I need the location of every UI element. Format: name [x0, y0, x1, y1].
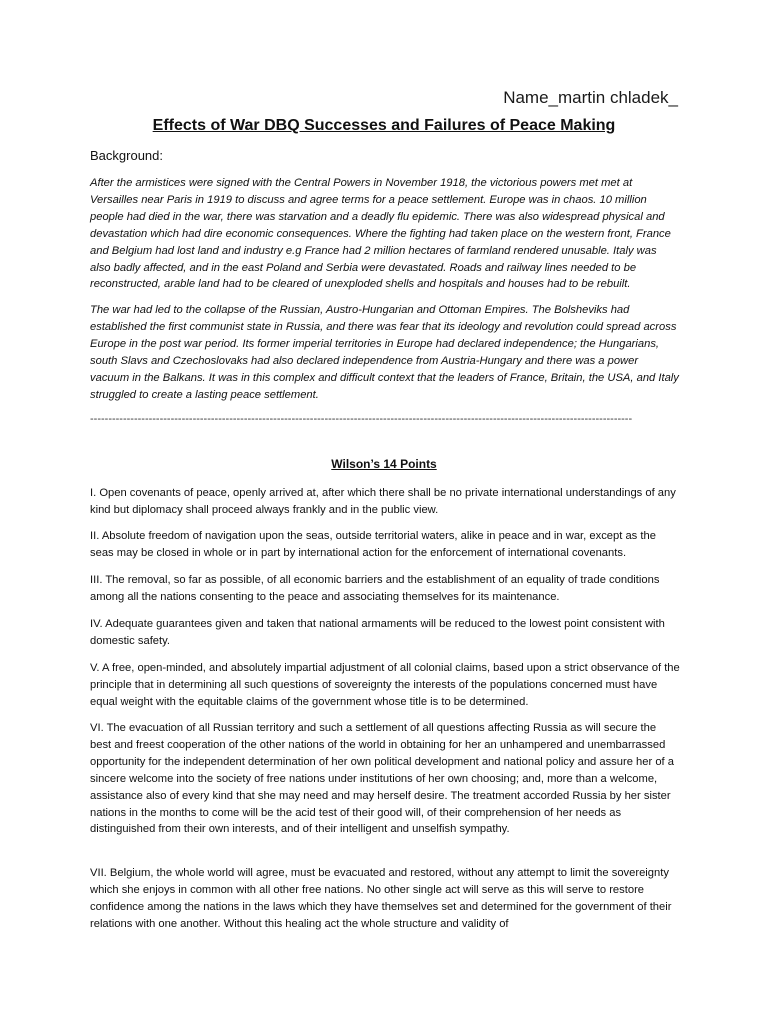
section-title: Wilson’s 14 Points: [331, 457, 437, 471]
point-6: [90, 720, 680, 838]
point-text: IV. Adequate guarantees given and taken that national armaments will be reduced to the lowest point consistent with domestic safety.: [90, 618, 665, 647]
point-text: VII. Belgium, the whole world will agree, must be evacuated and restored, without any attempt to limit the sovereignty which she enjoys in common with all other free nations. No other single act will serve as this will serve to restore confidence among the nations in the laws which they have themselves set and determined for the government of their relations with one another. Without this healing act the whole structure and validity of: [90, 867, 672, 930]
point-5: [90, 660, 680, 711]
point-text: II. Absolute freedom of navigation upon the seas, outside territorial waters, alike in peace and in war, except as the seas may be closed in whole or in part by international action for the enforcement of international covenants.: [90, 530, 656, 559]
background-text-1: After the armistices were signed with the Central Powers in November 1918, the victorious powers met met at Versailles near Paris in 1919 to discuss and agree terms for a peace settlement. Europe was in chaos. 10 million people had died in the war, there was starvation and a deadly flu epidemic. There was also widespread physical and devastation which had dire economic consequences. Where the fighting had taken place on the western front, France and Belgium had lost land and industry e.g France had 2 million hectares of farmland rendered unusable. Italy was also badly affected, and in the east Poland and Serbia were devastated. Roads and railway lines needed to be reconstructed, arable land had to be cleared of unexploded shells and hospitals and houses had to be rebuilt.: [90, 177, 671, 291]
background-paragraph-2: [90, 302, 680, 403]
background-text-2: The war had led to the collapse of the Russian, Austro-Hungarian and Ottoman Empires. The Bolsheviks had established the first communist state in Russia, and there was fear that its ideology and revolution could spread across Europe in the post war period. Its former imperial territories in Europe had declared independence; the Hungarians, south Slavs and Czechoslovaks had also declared independence from Austria-Hungary and there was a power vacuum in the Balkans. It was in this complex and difficult context that the leaders of France, Britain, the USA, and Italy struggled to create a lasting peace settlement.: [90, 304, 679, 401]
background-heading: Background:: [90, 148, 163, 163]
section-divider: ----------------------------------------------------------------------------------------------------------------------------------------------------: [90, 413, 633, 425]
point-text: V. A free, open-minded, and absolutely impartial adjustment of all colonial claims, based upon a strict observance of the principle that in determining all such questions of sovereignty the interests of the populations concerned must have equal weight with the equitable claims of the government whose title is to be determined.: [90, 662, 680, 708]
point-7: [90, 865, 680, 933]
point-text: VI. The evacuation of all Russian territory and such a settlement of all questions affecting Russia as will secure the best and freest cooperation of the other nations of the world in obtaining for her an unhampered and unembarrassed opportunity for the independent determination of her own political development and national policy and assure her of a sincere welcome into the society of free nations under institutions of her own choosing; and, more than a welcome, assistance also of every kind that she may need and may herself desire. The treatment accorded Russia by her sister nations in the months to come will be the acid test of their good will, of their comprehension of her needs as distinguished from their own interests, and of their intelligent and unselfish sympathy.: [90, 722, 674, 836]
point-4: [90, 616, 680, 650]
point-text: I. Open covenants of peace, openly arrived at, after which there shall be no private international understandings of any kind but diplomacy shall proceed always frankly and in the public view.: [90, 487, 676, 516]
page-title: Effects of War DBQ Successes and Failures of Peace Making: [152, 117, 616, 134]
background-paragraph-1: [90, 175, 680, 293]
point-2: [90, 528, 680, 562]
point-3: [90, 572, 680, 606]
point-1: [90, 485, 680, 519]
student-name-line: Name_martin chladek_: [503, 88, 678, 107]
point-text: III. The removal, so far as possible, of all economic barriers and the establishment of an equality of trade conditions among all the nations consenting to the peace and associating themselves for its maintenance.: [90, 574, 660, 603]
